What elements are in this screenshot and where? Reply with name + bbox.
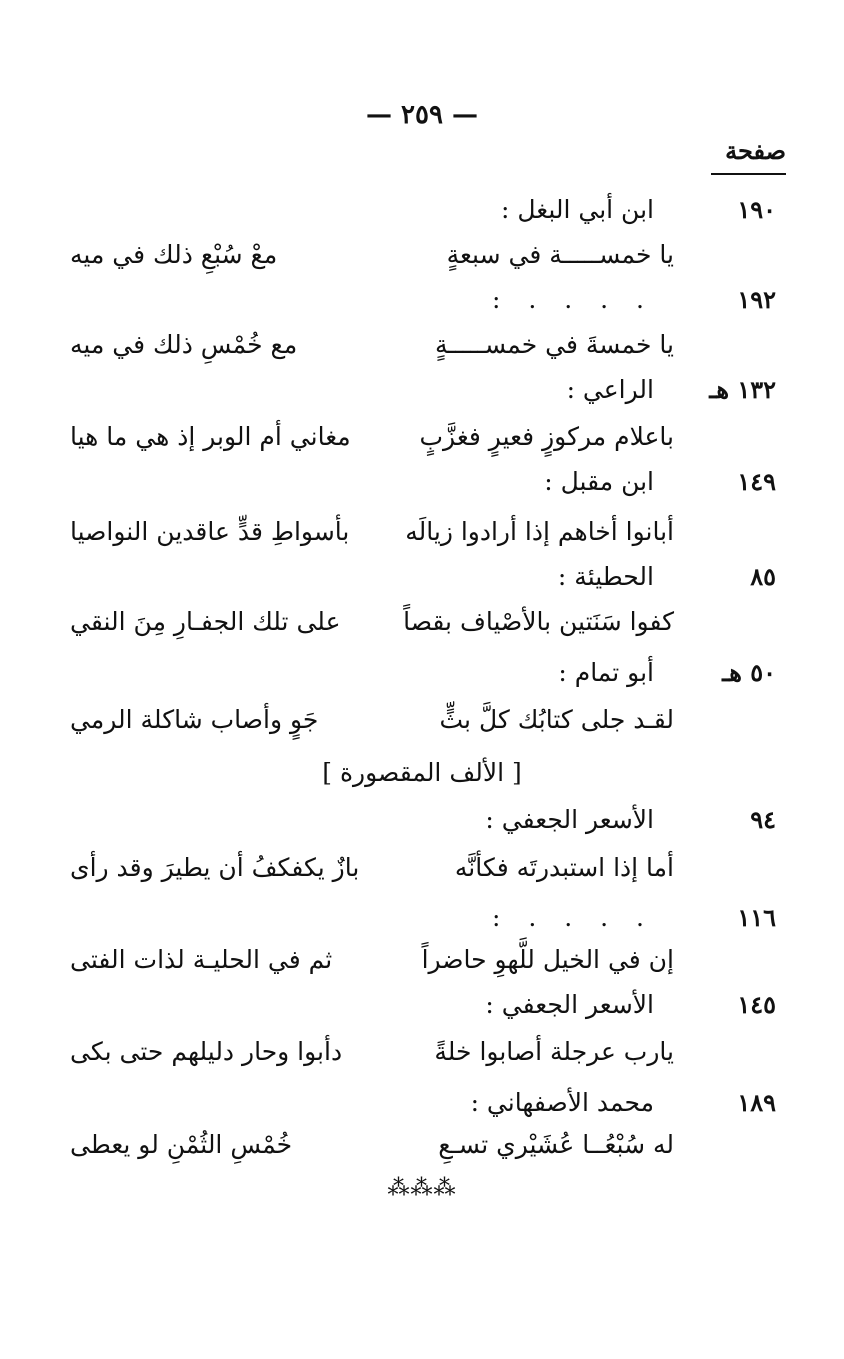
verse-second-hemistich: مع خُمْسِ ذلك في ميه — [70, 330, 298, 359]
verse-second-hemistich: بأسواطِ قدٍّ عاقدين النواصيا — [70, 517, 350, 546]
verse-line — [0, 1130, 844, 1174]
verse-first-hemistich: كفوا سَنَتين بالأصْياف بقصاً — [403, 607, 674, 636]
verse-second-hemistich: على تلك الجفـارِ مِنَ النقي — [70, 607, 341, 636]
page-reference: ٨٥ — [750, 562, 776, 591]
verse-line — [0, 422, 844, 466]
entry-heading — [0, 467, 844, 507]
page-reference: ١٩٢ — [737, 285, 776, 314]
verse-first-hemistich: يا خمسةَ في خمســـــةٍ — [434, 330, 674, 359]
entry-heading — [0, 1088, 844, 1128]
verse-second-hemistich: دأبوا وحار دليلهم حتى بكى — [70, 1037, 343, 1066]
verse-first-hemistich: أبانوا أخاهم إذا أرادوا زيالَه — [405, 517, 674, 546]
verse-line — [0, 1037, 844, 1081]
verse-first-hemistich: إن في الخيل للَّهوِ حاضراً — [421, 945, 674, 974]
ellipsis-placeholder: . . . . : — [492, 285, 654, 314]
end-ornament: ⁂⁂⁂ — [387, 1176, 457, 1201]
poet-name: الراعي : — [566, 375, 654, 404]
verse-line — [0, 517, 844, 561]
ellipsis-placeholder: . . . . : — [492, 903, 654, 932]
verse-first-hemistich: يارب عرجلة أصابوا خلةً — [434, 1037, 674, 1066]
verse-first-hemistich: يا خمســـــة في سبعةٍ — [446, 240, 674, 269]
page-reference: ١٨٩ — [737, 1088, 776, 1117]
verse-line — [0, 240, 844, 284]
verse-first-hemistich: لقـد جلى كتابُك كلَّ بثٍّ — [439, 705, 674, 734]
verse-first-hemistich: له سُبْعُــا عُشَيْري تسـعِ — [438, 1130, 674, 1159]
verse-second-hemistich: مغاني أم الوبر إذ هي ما هيا — [70, 422, 351, 451]
page-reference: ٩٤ — [750, 805, 776, 834]
verse-line — [0, 330, 844, 374]
poet-name: أبو تمام : — [558, 658, 654, 687]
verse-second-hemistich: ثم في الحليـة لذات الفتى — [70, 945, 333, 974]
poet-name: الأسعر الجعفي : — [485, 990, 654, 1019]
header-rule — [711, 173, 786, 175]
entry-heading — [0, 990, 844, 1030]
verse-first-hemistich: أما إذا استبدرتَه فكأنَّه — [454, 853, 674, 882]
poet-name: ابن مقبل : — [544, 467, 654, 496]
poet-name: الأسعر الجعفي : — [485, 805, 654, 834]
page-reference: ١١٦ — [737, 903, 776, 932]
poet-name: ابن أبي البغل : — [500, 195, 654, 224]
page-number: — ٢٥٩ — — [365, 100, 479, 130]
page-reference: ١٣٢ هـ — [709, 375, 776, 404]
entry-heading — [0, 375, 844, 415]
verse-line — [0, 945, 844, 989]
entry-heading — [0, 658, 844, 698]
page-reference: ١٤٥ — [737, 990, 776, 1019]
verse-second-hemistich: معْ سُبْعِ ذلك في ميه — [70, 240, 278, 269]
column-header: صفحة — [725, 136, 786, 165]
entry-heading — [0, 195, 844, 235]
page-reference: ١٤٩ — [737, 467, 776, 496]
entry-heading — [0, 805, 844, 845]
verse-second-hemistich: جَوٍ وأصاب شاكلة الرمي — [70, 705, 319, 734]
entry-heading — [0, 903, 844, 943]
verse-second-hemistich: خُمْسِ الثُمْنِ لو يعطى — [70, 1130, 293, 1159]
section-heading: [ الألف المقصورة ] — [322, 758, 522, 787]
verse-line — [0, 853, 844, 897]
entry-heading — [0, 562, 844, 602]
verse-line — [0, 705, 844, 749]
entry-heading — [0, 285, 844, 325]
verse-second-hemistich: بازٌ يكفكفُ أن يطيرَ وقد رأى — [70, 853, 360, 882]
page-reference: ١٩٠ — [737, 195, 776, 224]
page-reference: ٥٠ هـ — [722, 658, 776, 687]
poet-name: محمد الأصفهاني : — [470, 1088, 654, 1117]
verse-line — [0, 607, 844, 651]
poet-name: الحطيئة : — [557, 562, 654, 591]
verse-first-hemistich: باعلام مركوزٍ فعيرٍ فغزَّبٍ — [419, 422, 674, 451]
